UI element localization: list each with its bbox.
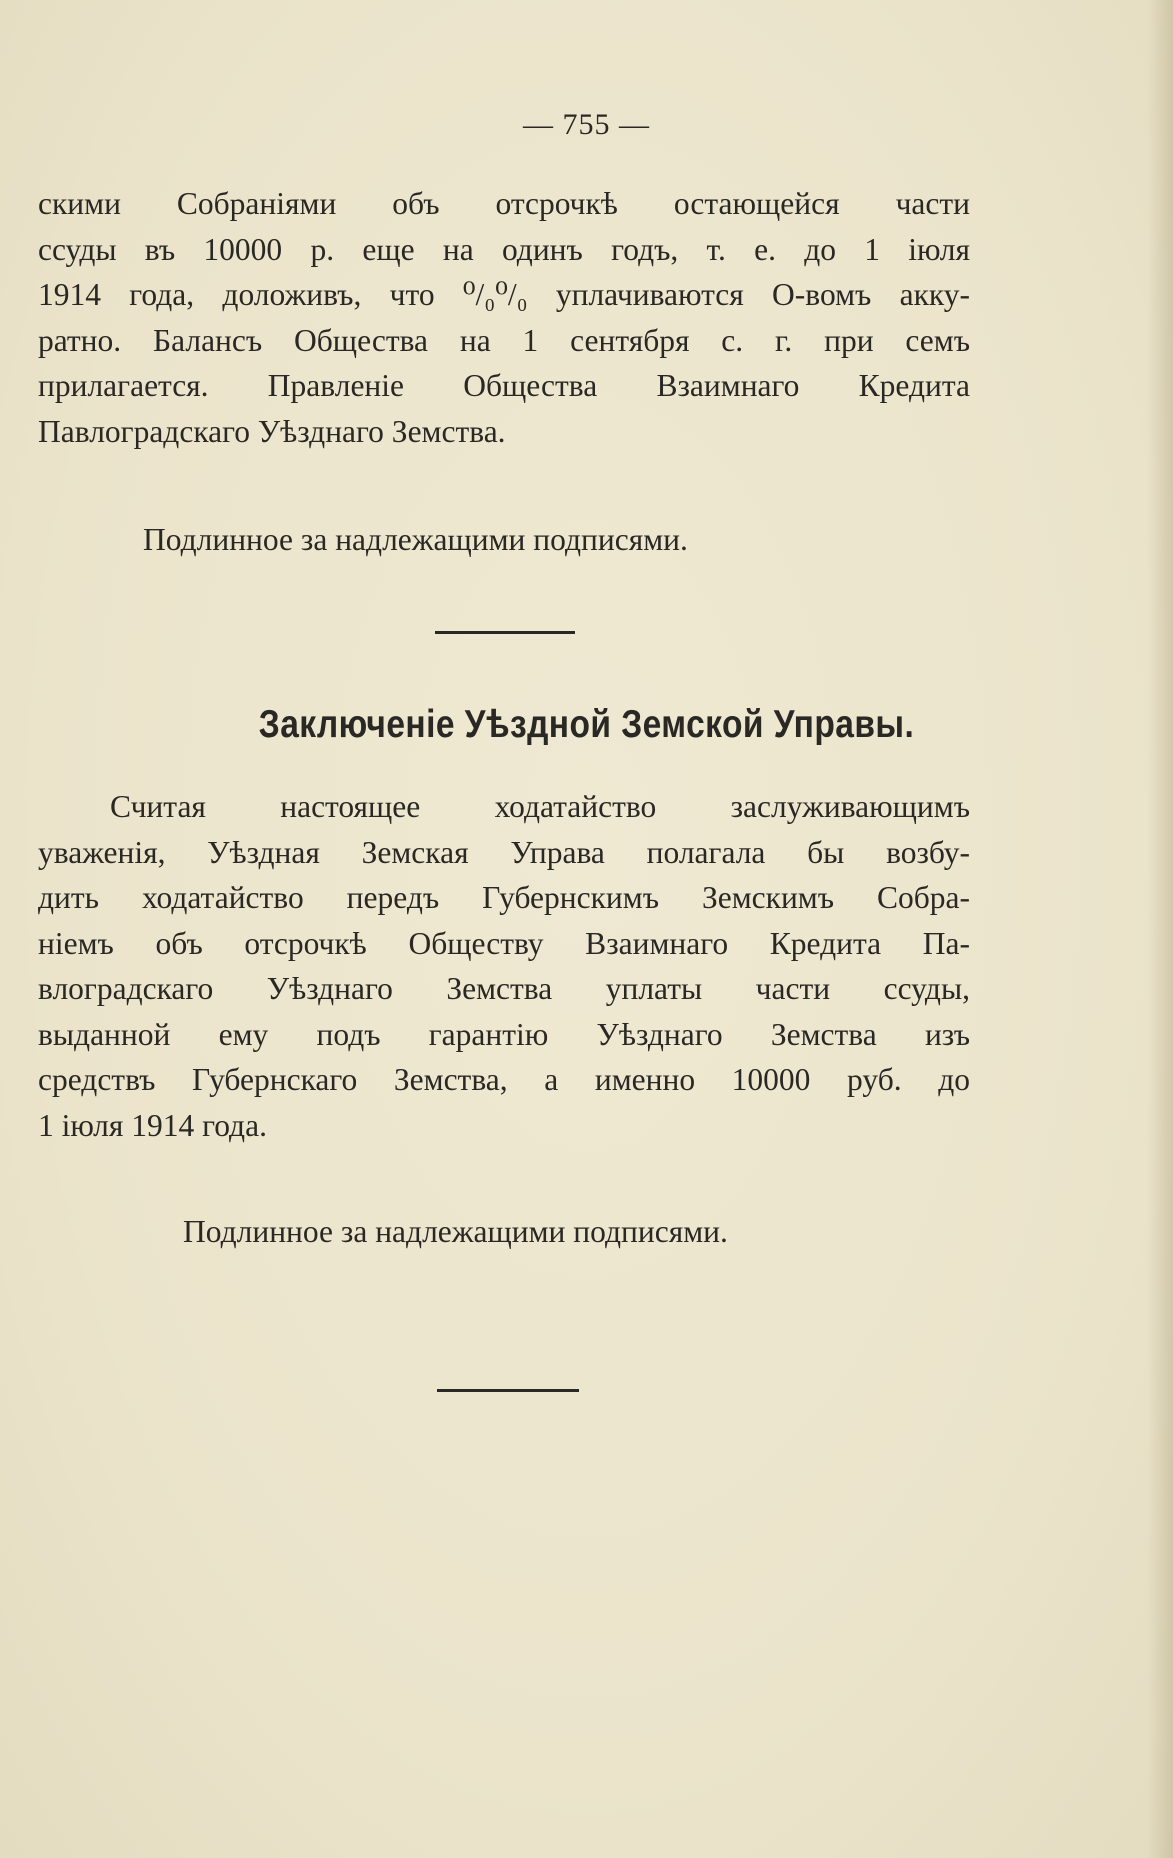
paragraph-2-line: выданной ему подъ гарантію Уѣзднаго Земства изъ (38, 1016, 970, 1052)
paragraph-1-line: скими Собраніями объ отсрочкѣ остающейся части (38, 186, 970, 221)
signature-note-2: Подлинное за надлежащими подписями. (183, 1214, 728, 1249)
paragraph-2 (38, 784, 970, 1148)
section-heading: Заключеніе Уѣздной Земской Управы. (258, 703, 915, 746)
paragraph-2-line: средствъ Губернскаго Земства, а именно 10000 руб. до (38, 1062, 970, 1097)
page-number: — 755 — (523, 108, 650, 141)
paragraph-2-line: дить ходатайство передъ Губернскимъ Земскимъ Собра- (38, 880, 970, 915)
paragraph-2-line: уваженія, Уѣздная Земская Управа полагала бы возбу- (38, 834, 970, 870)
paragraph-1-line: ссуды въ 10000 р. еще на одинъ годъ, т. е. до 1 іюля (38, 231, 970, 267)
paragraph-1-line: 1914 года, доложивъ, что ⁰/₀⁰/₀ уплачиваются О-вомъ акку- (38, 277, 970, 312)
section-divider-2 (437, 1389, 579, 1392)
paragraph-1-line: прилагается. Правленіе Общества Взаимнаго Кредита (38, 368, 970, 403)
paragraph-1 (38, 181, 970, 454)
section-divider-1 (435, 631, 575, 634)
paragraph-1-line: ратно. Балансъ Общества на 1 сентября с. г. при семъ (38, 322, 970, 358)
paragraph-2-line: 1 іюля 1914 года. (38, 1107, 267, 1143)
paragraph-1-line: Павлоградскаго Уѣзднаго Земства. (38, 413, 506, 449)
paragraph-2-line: ніемъ объ отсрочкѣ Обществу Взаимнаго Кредита Па- (38, 925, 970, 961)
paragraph-2-line: влоградскаго Уѣзднаго Земства уплаты части ссуды, (38, 971, 970, 1006)
signature-note-1: Подлинное за надлежащими подписями. (143, 522, 688, 557)
page-edge-shadow (1147, 0, 1173, 1858)
paragraph-2-line: Считая настоящее ходатайство заслуживающимъ (110, 789, 970, 824)
